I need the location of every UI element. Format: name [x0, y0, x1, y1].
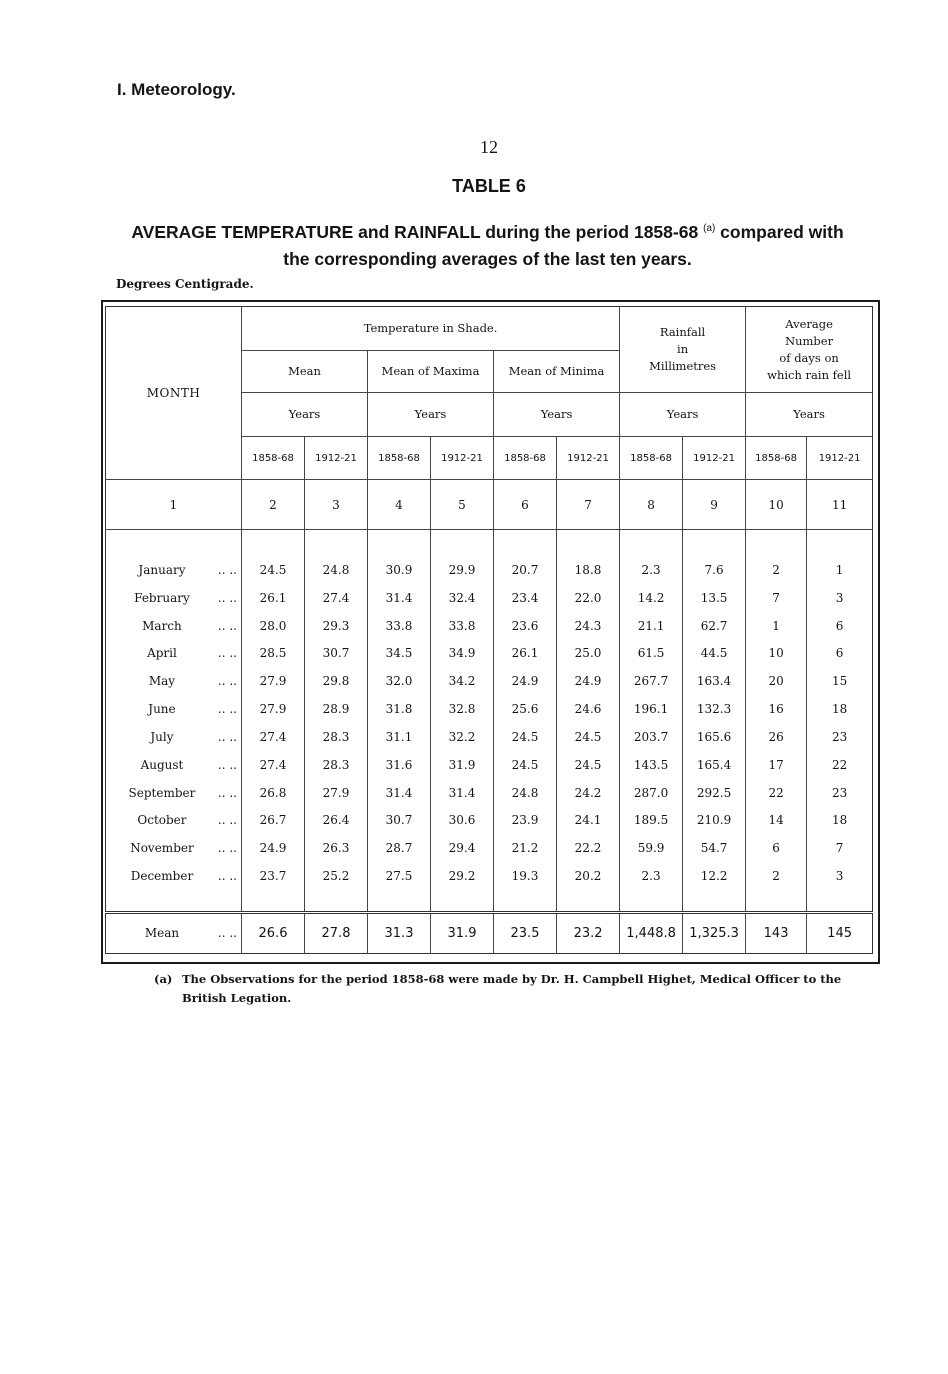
spacer-cell [106, 890, 242, 913]
value-cell: 30.6 [431, 806, 494, 834]
leader-dots: .. .. [217, 926, 237, 941]
value-cell: 23.5 [494, 912, 557, 953]
value-cell: 23.6 [494, 612, 557, 640]
value-cell: 287.0 [620, 779, 683, 807]
value-cell: 3 [835, 868, 844, 883]
value-cell: 2 [746, 862, 807, 890]
spacer-cell [807, 890, 873, 913]
table-row [106, 834, 873, 862]
value-cell: 22 [746, 779, 807, 807]
leader-dots: .. .. [217, 841, 237, 856]
value-cell: 28.9 [305, 695, 368, 723]
footnote-label: (a) [154, 972, 173, 986]
table-row [106, 640, 873, 668]
month-name: April [147, 646, 177, 661]
value-cell: 12.2 [683, 862, 746, 890]
value-cell: 32.8 [431, 695, 494, 723]
value-cell: 292.5 [683, 779, 746, 807]
value-cell: 54.7 [683, 834, 746, 862]
header-period: 1858-68 [494, 437, 557, 480]
value-cell: 2 [746, 556, 807, 584]
value-cell: 23.7 [242, 862, 305, 890]
spacer-cell [683, 530, 746, 557]
month-cell [106, 667, 242, 695]
spacer-row [106, 890, 873, 913]
header-mean: Mean [242, 351, 368, 393]
header-period: 1912-21 [807, 437, 873, 480]
value-cell: 27.9 [305, 779, 368, 807]
units-label: Degrees Centigrade. [116, 277, 254, 291]
month-name: October [137, 813, 187, 828]
value-cell: 32.4 [431, 584, 494, 612]
value-cell: 28.3 [305, 751, 368, 779]
table-row [106, 779, 873, 807]
month-name: May [148, 674, 176, 689]
value-cell: 25.0 [557, 640, 620, 668]
spacer-cell [746, 890, 807, 913]
table-row [106, 556, 873, 584]
value-cell: 28.5 [242, 640, 305, 668]
leader-dots: .. .. [217, 868, 237, 883]
value-cell: 31.4 [431, 779, 494, 807]
header-period: 1858-68 [620, 437, 683, 480]
value-cell: 24.5 [557, 723, 620, 751]
table-row [106, 667, 873, 695]
page-number: 12 [480, 137, 498, 157]
month-cell [106, 723, 242, 751]
column-number: 8 [620, 480, 683, 530]
leader-dots: .. .. [217, 646, 237, 661]
value-cell: 6 [835, 646, 844, 661]
month-name: July [150, 729, 174, 744]
value-cell: 32.2 [431, 723, 494, 751]
value-cell: 33.8 [431, 612, 494, 640]
month-cell [106, 640, 242, 668]
value-cell: 27.9 [242, 667, 305, 695]
value-cell: 30.7 [305, 640, 368, 668]
value-cell: 24.6 [557, 695, 620, 723]
leader-dots: .. .. [217, 590, 237, 605]
month-cell [106, 584, 242, 612]
table-row [106, 612, 873, 640]
table-row [106, 862, 873, 890]
value-cell: 196.1 [620, 695, 683, 723]
value-cell: 31.4 [368, 584, 431, 612]
value-cell: 31.8 [368, 695, 431, 723]
header-rainfall-line3: Millimetres [649, 359, 717, 373]
spacer-cell [242, 530, 305, 557]
title-footnote-marker: (a) [703, 223, 716, 234]
spacer-cell [106, 530, 242, 557]
spacer-cell [305, 890, 368, 913]
value-cell: 31.9 [431, 751, 494, 779]
value-cell: 22 [831, 757, 848, 772]
value-cell: 26.8 [242, 779, 305, 807]
column-number: 7 [557, 480, 620, 530]
value-cell: 29.8 [305, 667, 368, 695]
leader-dots: .. .. [217, 563, 237, 578]
header-rain-days-line1: Average [785, 316, 833, 331]
value-cell: 7 [746, 584, 807, 612]
value-cell: 189.5 [620, 806, 683, 834]
header-period: 1858-68 [368, 437, 431, 480]
column-number: 4 [368, 480, 431, 530]
footnote [154, 970, 864, 1008]
value-cell: 14.2 [620, 584, 683, 612]
value-cell: 25.6 [494, 695, 557, 723]
value-cell: 22.2 [557, 834, 620, 862]
value-cell: 26.7 [242, 806, 305, 834]
header-rain-days-line4: which rain fell [767, 367, 852, 382]
value-cell: 24.2 [557, 779, 620, 807]
spacer-cell [368, 890, 431, 913]
value-cell: 28.7 [368, 834, 431, 862]
spacer-cell [683, 890, 746, 913]
title-line1-post: compared with [720, 221, 844, 242]
spacer-cell [368, 530, 431, 557]
value-cell: 26.1 [242, 584, 305, 612]
value-cell: 31.3 [368, 912, 431, 953]
spacer-cell [431, 890, 494, 913]
month-name: March [142, 618, 182, 633]
spacer-cell [305, 530, 368, 557]
value-cell: 14 [746, 806, 807, 834]
value-cell: 21.2 [494, 834, 557, 862]
value-cell: 26.6 [242, 912, 305, 953]
value-cell: 29.2 [431, 862, 494, 890]
value-cell: 27.5 [368, 862, 431, 890]
value-cell: 23.2 [557, 912, 620, 953]
value-cell: 31.6 [368, 751, 431, 779]
header-mean-max: Mean of Maxima [368, 351, 494, 393]
header-rain-days-line2: Number [785, 333, 834, 348]
value-cell: 23 [831, 729, 848, 744]
value-cell: 203.7 [620, 723, 683, 751]
value-cell: 10 [746, 640, 807, 668]
value-cell: 27.4 [305, 584, 368, 612]
leader-dots: .. .. [217, 674, 237, 689]
spacer-row [106, 530, 873, 557]
month-name: February [134, 590, 190, 605]
header-period: 1858-68 [242, 437, 305, 480]
value-cell: 62.7 [683, 612, 746, 640]
month-cell [106, 862, 242, 890]
month-name: November [130, 841, 194, 856]
value-cell: 2.3 [620, 862, 683, 890]
header-years-mean: Years [242, 393, 368, 437]
value-cell: 1 [835, 563, 844, 578]
value-cell: 26.3 [305, 834, 368, 862]
header-years-min: Years [494, 393, 620, 437]
title-line1-pre: AVERAGE TEMPERATURE and RAINFALL during the period 1858-68 [131, 221, 699, 242]
month-name: June [148, 702, 176, 717]
value-cell: 24.5 [494, 723, 557, 751]
value-cell: 210.9 [683, 806, 746, 834]
header-period: 1912-21 [431, 437, 494, 480]
header-temp-shade: Temperature in Shade. [242, 307, 620, 351]
mean-row [106, 912, 873, 953]
value-cell: 145 [807, 912, 873, 953]
table-label: TABLE 6 [452, 176, 526, 196]
table-row [106, 723, 873, 751]
value-cell: 24.9 [494, 667, 557, 695]
column-number: 9 [683, 480, 746, 530]
leader-dots: .. .. [217, 785, 237, 800]
header-rain-days-line3: of days on [779, 350, 839, 365]
value-cell: 27.8 [305, 912, 368, 953]
month-cell [106, 834, 242, 862]
month-name: September [128, 785, 196, 800]
month-cell [106, 912, 242, 953]
spacer-cell [620, 530, 683, 557]
value-cell: 3 [835, 590, 844, 605]
value-cell: 1 [746, 612, 807, 640]
value-cell: 22.0 [557, 584, 620, 612]
value-cell: 2.3 [620, 556, 683, 584]
value-cell: 29.4 [431, 834, 494, 862]
value-cell: 27.4 [242, 751, 305, 779]
value-cell: 28.0 [242, 612, 305, 640]
column-number: 10 [746, 480, 807, 530]
value-cell: 13.5 [683, 584, 746, 612]
header-rain-days [746, 307, 873, 393]
month-cell [106, 751, 242, 779]
spacer-cell [807, 530, 873, 557]
month-name: August [140, 757, 184, 772]
value-cell: 24.9 [242, 834, 305, 862]
header-rainfall-line1: Rainfall [659, 325, 706, 339]
value-cell: 18.8 [557, 556, 620, 584]
spacer-cell [557, 530, 620, 557]
leader-dots: .. .. [217, 702, 237, 717]
leader-dots: .. .. [217, 813, 237, 828]
value-cell: 1,325.3 [683, 912, 746, 953]
spacer-cell [494, 530, 557, 557]
value-cell: 132.3 [683, 695, 746, 723]
value-cell: 59.9 [620, 834, 683, 862]
column-number: 6 [494, 480, 557, 530]
value-cell: 24.8 [305, 556, 368, 584]
value-cell: 1,448.8 [620, 912, 683, 953]
month-name: January [138, 563, 186, 578]
title-line2: the corresponding averages of the last ten years. [283, 248, 692, 269]
value-cell: 163.4 [683, 667, 746, 695]
leader-dots: .. .. [217, 757, 237, 772]
value-cell: 24.1 [557, 806, 620, 834]
value-cell: 28.3 [305, 723, 368, 751]
value-cell: 20.7 [494, 556, 557, 584]
value-cell: 31.9 [431, 912, 494, 953]
value-cell: 267.7 [620, 667, 683, 695]
section-header: I. Meteorology. [117, 80, 236, 99]
value-cell: 20.2 [557, 862, 620, 890]
value-cell: 18 [831, 702, 848, 717]
table-row [106, 751, 873, 779]
month-name: December [130, 868, 194, 883]
value-cell: 30.9 [368, 556, 431, 584]
value-cell: 34.5 [368, 640, 431, 668]
value-cell: 16 [746, 695, 807, 723]
value-cell: 19.3 [494, 862, 557, 890]
value-cell: 7 [835, 841, 844, 856]
spacer-cell [557, 890, 620, 913]
value-cell: 30.7 [368, 806, 431, 834]
value-cell: 32.0 [368, 667, 431, 695]
header-period: 1912-21 [557, 437, 620, 480]
value-cell: 143 [746, 912, 807, 953]
value-cell: 61.5 [620, 640, 683, 668]
value-cell: 31.1 [368, 723, 431, 751]
column-number: 5 [431, 480, 494, 530]
value-cell: 7.6 [683, 556, 746, 584]
data-table [105, 306, 873, 954]
value-cell: 23 [831, 785, 848, 800]
value-cell: 23.9 [494, 806, 557, 834]
column-number: 2 [242, 480, 305, 530]
value-cell: 15 [831, 674, 848, 689]
header-month: MONTH [106, 307, 242, 480]
value-cell: 24.3 [557, 612, 620, 640]
value-cell: 20 [746, 667, 807, 695]
value-cell: 27.4 [242, 723, 305, 751]
header-period: 1912-21 [305, 437, 368, 480]
value-cell: 26.4 [305, 806, 368, 834]
table-row [106, 806, 873, 834]
value-cell: 33.8 [368, 612, 431, 640]
value-cell: 29.3 [305, 612, 368, 640]
value-cell: 165.6 [683, 723, 746, 751]
value-cell: 143.5 [620, 751, 683, 779]
value-cell: 44.5 [683, 640, 746, 668]
column-number: 11 [807, 480, 873, 530]
column-number: 3 [305, 480, 368, 530]
header-years-days: Years [746, 393, 873, 437]
table-row [106, 695, 873, 723]
value-cell: 27.9 [242, 695, 305, 723]
value-cell: 24.5 [494, 751, 557, 779]
month-cell [106, 779, 242, 807]
value-cell: 25.2 [305, 862, 368, 890]
header-years-max: Years [368, 393, 494, 437]
value-cell: 26 [746, 723, 807, 751]
value-cell: 24.9 [557, 667, 620, 695]
column-number: 1 [106, 480, 242, 530]
spacer-cell [242, 890, 305, 913]
value-cell: 26.1 [494, 640, 557, 668]
value-cell: 31.4 [368, 779, 431, 807]
value-cell: 34.9 [431, 640, 494, 668]
value-cell: 18 [831, 813, 848, 828]
header-rainfall [620, 307, 746, 393]
spacer-cell [431, 530, 494, 557]
header-mean-min: Mean of Minima [494, 351, 620, 393]
table-title [100, 215, 875, 273]
value-cell: 24.5 [242, 556, 305, 584]
value-cell: 165.4 [683, 751, 746, 779]
month-name: Mean [144, 926, 180, 941]
value-cell: 24.8 [494, 779, 557, 807]
spacer-cell [494, 890, 557, 913]
leader-dots: .. .. [217, 618, 237, 633]
header-years-rain: Years [620, 393, 746, 437]
value-cell: 24.5 [557, 751, 620, 779]
table-row [106, 584, 873, 612]
month-cell [106, 695, 242, 723]
value-cell: 21.1 [620, 612, 683, 640]
value-cell: 6 [835, 618, 844, 633]
month-cell [106, 806, 242, 834]
value-cell: 29.9 [431, 556, 494, 584]
header-rainfall-line2: in [677, 342, 689, 356]
header-period: 1858-68 [746, 437, 807, 480]
footnote-text: The Observations for the period 1858-68 were made by Dr. H. Campbell Highet, Medical Officer to the British Legation. [182, 972, 842, 1005]
spacer-cell [620, 890, 683, 913]
spacer-cell [746, 530, 807, 557]
month-cell [106, 612, 242, 640]
value-cell: 34.2 [431, 667, 494, 695]
month-cell [106, 556, 242, 584]
table-body [106, 530, 873, 954]
header-period: 1912-21 [683, 437, 746, 480]
value-cell: 23.4 [494, 584, 557, 612]
value-cell: 6 [746, 834, 807, 862]
value-cell: 17 [746, 751, 807, 779]
leader-dots: .. .. [217, 729, 237, 744]
